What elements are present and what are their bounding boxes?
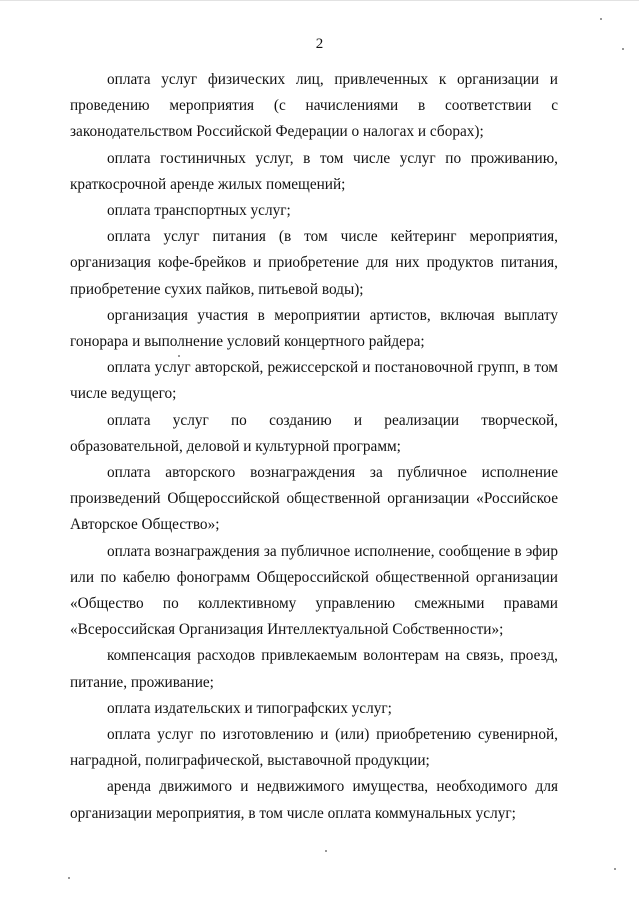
scan-speck <box>622 48 624 50</box>
scan-speck <box>600 18 602 20</box>
scan-speck <box>68 877 70 879</box>
paragraph-transport-services: оплата транспортных услуг; <box>107 202 291 220</box>
scan-speck <box>325 850 327 852</box>
page-number: 2 <box>315 36 324 52</box>
paragraph-volunteers-compensation: компенсация расходов привлекаемым волонтерам на связь, проезд, питание, проживание; <box>70 647 558 691</box>
paragraph-directing-groups: оплата услуг авторской, режиссерской и постановочной групп, в том числе ведущего; <box>70 359 558 403</box>
paragraph-voios-remuneration: оплата вознаграждения за публичное исполнение, сообщение в эфир или по кабелю фонограмм Общероссийской общественной организации «Общество по коллективному управлению смежными правами «Всероссийская Организация Интеллектуальной Собственности»; <box>70 542 558 639</box>
paragraph-printing-services: оплата издательских и типографских услуг; <box>107 699 392 717</box>
scan-top-edge <box>0 0 639 1</box>
paragraph-programs: оплата услуг по созданию и реализации творческой, образовательной, деловой и культурной программ; <box>70 411 558 455</box>
paragraph-artists-participation: организация участия в мероприятии артистов, включая выплату гонорара и выполнение условий концертного райдера; <box>70 306 558 351</box>
scan-speck <box>614 868 616 870</box>
paragraph-individuals-services: оплата услуг физических лиц, привлеченных к организации и проведению мероприятия (с начислениями в соответствии с законодательством Российской Федерации о налогах и сборах); <box>70 71 558 141</box>
paragraph-rao-remuneration: оплата авторского вознаграждения за публичное исполнение произведений Общероссийской общественной организации «Российское Авторское Общество»; <box>70 464 558 534</box>
paragraph-souvenir-production: оплата услуг по изготовлению и (или) приобретению сувенирной, наградной, полиграфической, выставочной продукции; <box>70 726 558 770</box>
document-body <box>70 67 558 827</box>
paragraph-hotel-services: оплата гостиничных услуг, в том числе услуг по проживанию, краткосрочной аренде жилых помещений; <box>70 149 558 193</box>
paragraph-property-rent: аренда движимого и недвижимого имущества, необходимого для организации мероприятия, в том числе оплата коммунальных услуг; <box>70 778 558 822</box>
scan-speck <box>178 355 180 357</box>
paragraph-catering-services: оплата услуг питания (в том числе кейтеринг мероприятия, организация кофе-брейков и приобретение для них продуктов питания, приобретение сухих пайков, питьевой воды); <box>70 228 558 298</box>
